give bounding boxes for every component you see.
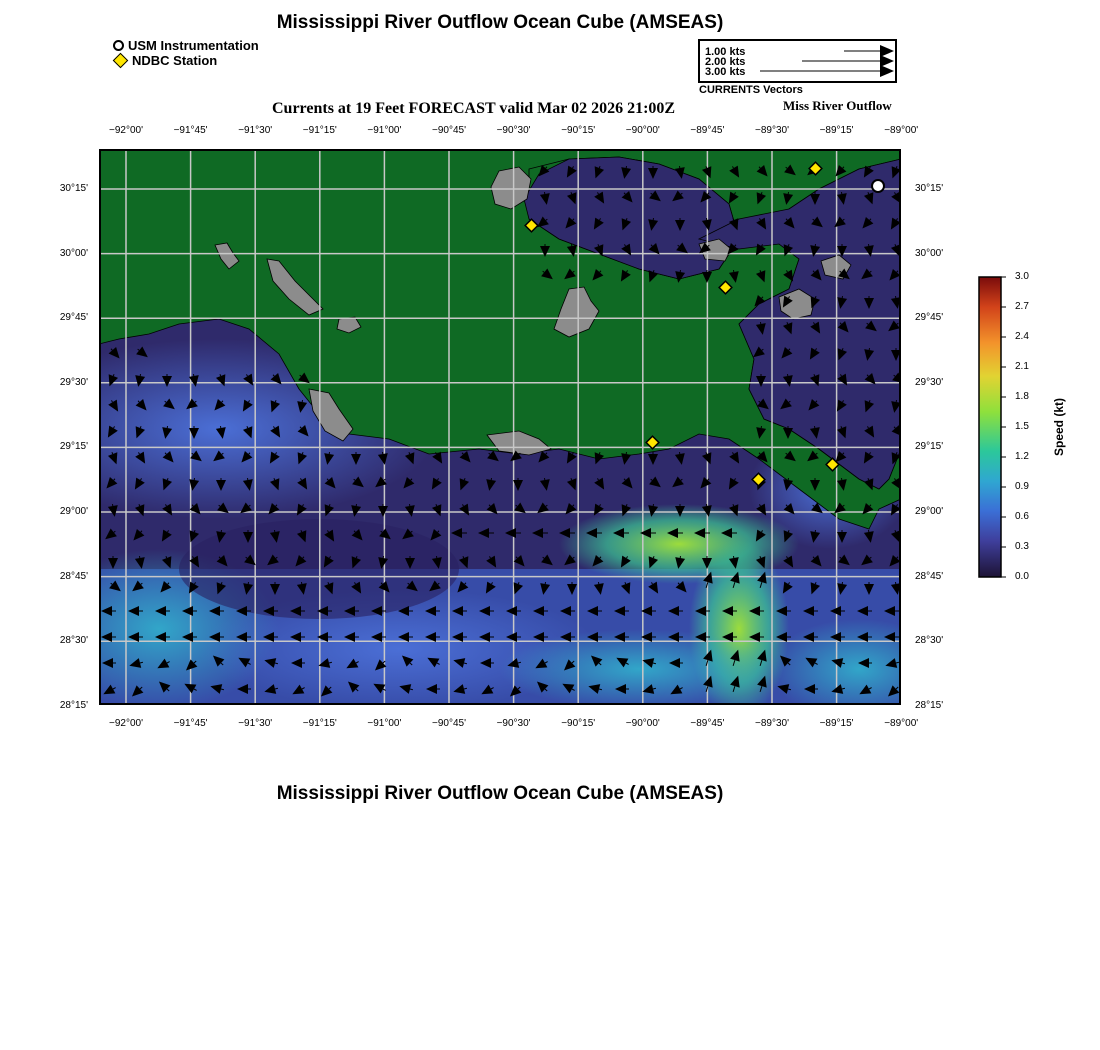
tick-label: −89°30' [755, 718, 789, 729]
current-arrow-shaft [733, 504, 734, 506]
legend-usm-label: USM Instrumentation [128, 38, 259, 53]
tick-label: −89°45' [690, 125, 725, 136]
current-arrow-shaft [518, 582, 519, 584]
current-arrow-shaft [112, 452, 113, 454]
usm-instrumentation-marker [872, 180, 884, 192]
current-arrow-shaft [869, 400, 870, 402]
current-arrow-shaft [653, 270, 654, 272]
tick-label: −89°00' [884, 125, 919, 136]
current-arrow-shaft [815, 582, 816, 584]
current-arrow-shaft [356, 556, 357, 558]
tick-label: 29°00' [59, 506, 88, 517]
colorbar-tick-label: 0.6 [1015, 511, 1029, 522]
current-arrow-shaft [302, 452, 303, 454]
current-arrow-shaft [274, 478, 275, 480]
tick-label: −90°00' [625, 125, 660, 136]
current-arrow-shaft [247, 426, 248, 428]
tick-label: −89°15' [819, 718, 854, 729]
current-arrow-shaft [328, 582, 329, 584]
current-arrow-shaft [760, 270, 761, 272]
current-arrow-shaft [896, 452, 897, 454]
tick-label: 28°15' [915, 699, 944, 711]
vector-key-caption: CURRENTS Vectors [699, 84, 803, 96]
current-arrow-shaft [761, 192, 762, 194]
current-arrow-shaft [760, 556, 761, 558]
current-arrow-shaft [167, 478, 168, 480]
tick-label: −92°00' [109, 125, 143, 136]
tick-label: 28°15' [59, 699, 88, 711]
second-panel-title: Mississippi River Outflow Ocean Cube (AMSEAS) [276, 783, 724, 804]
speed-colorbar [978, 276, 1038, 580]
tick-label: −91°45' [173, 718, 208, 729]
tick-label: −91°00' [367, 125, 402, 136]
tick-label: −91°45' [173, 125, 208, 136]
vector-key [698, 39, 897, 83]
tick-label: −89°15' [819, 125, 854, 136]
tick-label: 30°15' [915, 183, 944, 194]
current-arrow-shaft [140, 426, 141, 428]
legend-ndbc-label: NDBC Station [132, 53, 218, 68]
tick-label: −90°45' [432, 125, 466, 136]
tick-label: 28°30' [59, 635, 88, 647]
tick-label: −90°30' [496, 125, 531, 136]
usm-instrumentation-icon [113, 40, 124, 51]
vector-key-arrows [700, 41, 895, 81]
current-arrow-shaft [409, 452, 410, 454]
current-arrow-shaft [139, 504, 140, 506]
tick-label: 29°00' [915, 506, 944, 517]
current-arrow-shaft [868, 192, 869, 194]
tick-label: −90°15' [561, 125, 596, 136]
tick-label: −91°15' [302, 125, 337, 136]
tick-label: −90°30' [496, 718, 531, 729]
tick-label: 28°45' [59, 570, 88, 582]
current-map [99, 149, 901, 705]
tick-label: 29°30' [59, 376, 88, 388]
current-arrow-shaft [841, 426, 842, 428]
current-arrow-shaft [301, 530, 302, 532]
tick-label: −91°30' [238, 718, 273, 729]
current-arrow-shaft [842, 348, 843, 350]
tick-label: 30°15' [59, 183, 88, 194]
tick-label: 30°00' [59, 247, 88, 259]
tick-label: −91°00' [367, 718, 402, 729]
legend-usm [113, 38, 259, 53]
tick-label: 29°45' [59, 312, 88, 324]
tick-label: −90°00' [625, 718, 660, 729]
tick-label: −91°15' [302, 718, 337, 729]
tick-label: 30°00' [915, 247, 944, 259]
colorbar-tick-label: 0.9 [1015, 481, 1029, 492]
colorbar-tick-label: 1.5 [1015, 421, 1029, 432]
colorbar-title: Speed (kt) [1052, 397, 1067, 457]
current-arrow-shaft [626, 218, 627, 220]
current-arrow-shaft [653, 556, 654, 558]
current-arrow-shaft [815, 296, 816, 298]
colorbar-tick-label: 3.0 [1015, 271, 1029, 282]
current-arrow-shaft [788, 530, 789, 532]
current-arrow-shaft [733, 218, 734, 220]
current-arrow-shaft [113, 374, 114, 376]
legend-ndbc [113, 53, 217, 68]
current-arrow-shaft [599, 166, 600, 168]
current-arrow-shaft [571, 192, 572, 194]
colorbar-tick-label: 1.8 [1015, 391, 1029, 402]
tick-label: −91°30' [238, 125, 273, 136]
current-arrow-shaft [329, 504, 330, 506]
current-arrow-shaft [275, 400, 276, 402]
tick-label: 29°30' [915, 376, 944, 388]
tick-label: 28°45' [915, 570, 944, 582]
current-arrow-shaft [194, 530, 195, 532]
current-arrow-shaft [895, 244, 896, 246]
ndbc-station-icon [113, 53, 129, 69]
current-arrow-shaft [895, 530, 896, 532]
current-arrow-shaft [463, 556, 464, 558]
colorbar-tick-label: 0.3 [1015, 541, 1029, 552]
current-arrow-shaft [706, 452, 707, 454]
colorbar-tick-label: 2.1 [1015, 361, 1029, 372]
current-arrow-shaft [814, 374, 815, 376]
current-arrow-shaft [625, 582, 626, 584]
tick-label: −89°45' [690, 718, 725, 729]
colorbar-tick-label: 2.4 [1015, 331, 1029, 342]
current-arrow-shaft [166, 556, 167, 558]
region-label: Miss River Outflow [783, 98, 892, 113]
tick-label: −92°00' [109, 718, 143, 729]
current-arrow-shaft [220, 374, 221, 376]
vector-key-label: 1.00 kts [705, 46, 746, 58]
map-subtitle: Currents at 19 Feet FORECAST valid Mar 02 2026 21:00Z [272, 100, 676, 117]
current-arrow-shaft [626, 504, 627, 506]
current-arrow-shaft [571, 478, 572, 480]
tick-label: −89°30' [755, 125, 789, 136]
tick-label: −90°45' [432, 718, 466, 729]
vector-key-label: 3.00 kts [705, 66, 746, 78]
colorbar-tick-label: 0.0 [1015, 571, 1029, 582]
tick-label: 29°45' [915, 312, 944, 324]
current-arrow-shaft [868, 478, 869, 480]
colorbar-tick-label: 2.7 [1015, 301, 1029, 312]
vector-key-label: 2.00 kts [705, 56, 746, 68]
current-arrow-shaft [706, 166, 707, 168]
current-arrow-shaft [788, 244, 789, 246]
current-arrow-shaft [464, 478, 465, 480]
tick-label: 29°15' [59, 441, 88, 453]
page-title: Mississippi River Outflow Ocean Cube (AMSEAS) [276, 12, 724, 33]
current-arrow-shaft [598, 244, 599, 246]
current-arrow-shaft [896, 166, 897, 168]
current-arrow-shaft [599, 452, 600, 454]
tick-label: 29°15' [915, 441, 944, 453]
current-arrow-shaft [221, 582, 222, 584]
tick-label: −90°15' [561, 718, 596, 729]
current-arrow-shaft [787, 322, 788, 324]
tick-label: 28°30' [915, 635, 944, 647]
tick-label: −89°00' [884, 718, 919, 729]
current-arrow-shaft [436, 504, 437, 506]
colorbar-tick-label: 1.2 [1015, 451, 1029, 462]
